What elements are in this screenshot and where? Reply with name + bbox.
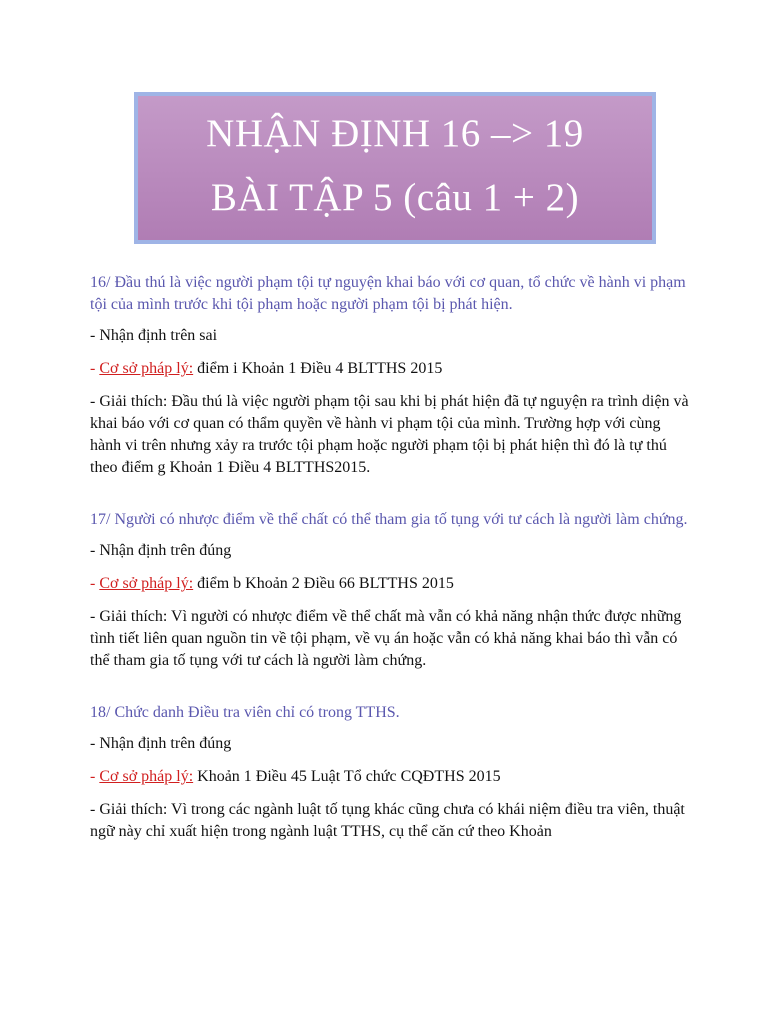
section-16 [90, 272, 690, 479]
question-17: 17/ Người có nhược điểm về thể chất có thể tham gia tố tụng với tư cách là người làm chứng. [90, 511, 688, 528]
verdict-17: - Nhận định trên đúng [90, 542, 232, 559]
basis-label: Cơ sở pháp lý: [99, 768, 194, 785]
title-line-1: NHẬN ĐỊNH 16 –> 19 [206, 112, 584, 155]
basis-label: Cơ sở pháp lý: [99, 575, 194, 592]
basis-text-17: điểm b Khoản 2 Điều 66 BLTTHS 2015 [197, 575, 454, 592]
explanation-18: - Giải thích: Vì trong các ngành luật tố tụng khác cũng chưa có khái niệm điều tra viên, thuật ngữ này chỉ xuất hiện trong ngành luật TTHS, cụ thể căn cứ theo Khoản [90, 801, 685, 840]
basis-text-16: điểm i Khoản 1 Điều 4 BLTTHS 2015 [197, 360, 443, 377]
section-17 [90, 509, 690, 672]
legal-basis-16 [90, 358, 690, 380]
question-18: 18/ Chức danh Điều tra viên chỉ có trong TTHS. [90, 704, 400, 721]
verdict-16: - Nhận định trên sai [90, 327, 218, 344]
section-18 [90, 702, 690, 843]
document-body [90, 272, 690, 854]
basis-prefix: - [90, 768, 100, 785]
basis-prefix: - [90, 575, 100, 592]
title-banner [134, 92, 656, 244]
basis-text-18: Khoản 1 Điều 45 Luật Tổ chức CQĐTHS 2015 [197, 768, 501, 785]
explanation-17: - Giải thích: Vì người có nhược điểm về thể chất mà vẫn có khả năng nhận thức được những tình tiết liên quan nguồn tin về tội phạm, về vụ án hoặc vẫn có khả năng khai báo thì vẫn có thể tham gia tố tụng với tư cách là người làm chứng. [90, 608, 682, 669]
legal-basis-18 [90, 766, 690, 788]
question-16: 16/ Đầu thú là việc người phạm tội tự nguyện khai báo với cơ quan, tổ chức về hành vi phạm tội của mình trước khi tội phạm hoặc người phạm tội bị phát hiện. [90, 274, 686, 313]
basis-label: Cơ sở pháp lý: [99, 360, 194, 377]
explanation-16: - Giải thích: Đầu thú là việc người phạm tội sau khi bị phát hiện đã tự nguyện ra trình diện và khai báo với cơ quan có thẩm quyền về hành vi phạm tội của mình. Trường hợp với cùng hành vi trên nhưng xảy ra trước tội phạm hoặc người phạm tội bị phát hiện thì đó là tự thú theo điểm g Khoản 1 Điều 4 BLTTHS2015. [90, 393, 689, 476]
verdict-18: - Nhận định trên đúng [90, 735, 232, 752]
basis-prefix: - [90, 360, 100, 377]
legal-basis-17 [90, 573, 690, 595]
title-line-2: BÀI TẬP 5 (câu 1 + 2) [210, 176, 580, 219]
